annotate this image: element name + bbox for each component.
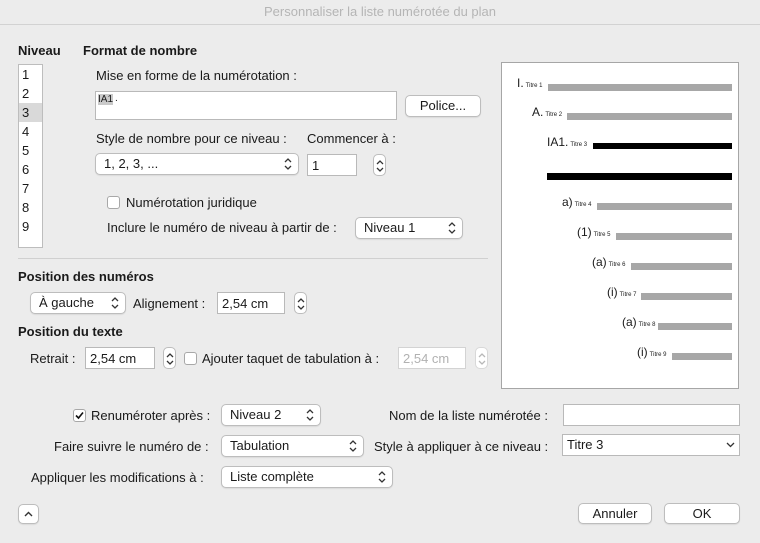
style-label: Style de nombre pour ce niveau :	[96, 131, 287, 146]
preview-bar	[672, 353, 732, 360]
level-item-selected[interactable]: 3	[19, 103, 42, 122]
chevron-updown-icon	[284, 156, 292, 172]
cancel-button[interactable]: Annuler	[578, 503, 652, 524]
apply-changes-select[interactable]	[221, 466, 393, 488]
preview-bar	[631, 263, 732, 270]
chevron-updown-icon	[378, 469, 386, 485]
window-title: Personnaliser la liste numérotée du plan	[0, 0, 760, 25]
preview-number: (a) Titre 8	[622, 315, 656, 329]
level-item[interactable]: 8	[22, 200, 30, 215]
preview-pane	[501, 62, 739, 389]
preview-bar	[658, 323, 732, 330]
legal-numbering-label: Numérotation juridique	[126, 195, 257, 210]
preview-number: (1) Titre 5	[577, 225, 611, 239]
ok-button[interactable]: OK	[664, 503, 740, 524]
preview-bar-selected	[593, 143, 732, 149]
chevron-updown-icon	[297, 296, 305, 312]
tab-stop-field[interactable]: 2,54 cm	[398, 347, 466, 369]
restart-after-value: Niveau 2	[230, 407, 282, 422]
preview-bar	[616, 233, 732, 240]
chevron-updown-icon	[448, 220, 456, 236]
start-at-stepper[interactable]	[373, 154, 386, 176]
apply-changes-label: Appliquer les modifications à :	[31, 470, 204, 485]
format-field[interactable]	[95, 91, 397, 120]
level-header: Niveau	[18, 43, 61, 58]
preview-number: (i) Titre 7	[607, 285, 637, 299]
format-code: IA1	[98, 94, 114, 105]
chevron-down-icon[interactable]	[726, 442, 735, 448]
chevron-updown-icon	[306, 407, 314, 423]
chevron-updown-icon	[111, 295, 119, 311]
alignment-label: Alignement :	[133, 296, 206, 311]
preview-bar-selected	[547, 173, 732, 180]
indent-stepper[interactable]	[163, 347, 176, 369]
style-apply-value: Titre 3	[567, 437, 604, 452]
include-level-select[interactable]	[355, 217, 463, 239]
section-divider	[18, 258, 488, 259]
format-label: Mise en forme de la numérotation :	[96, 68, 297, 83]
tab-stop-label: Ajouter taquet de tabulation à :	[202, 351, 380, 366]
preview-bar	[641, 293, 732, 300]
number-style-select[interactable]	[95, 153, 299, 175]
restart-after-label: Renuméroter après :	[91, 408, 211, 423]
indent-field[interactable]: 2,54 cm	[85, 347, 155, 369]
chevron-updown-icon	[478, 351, 486, 367]
alignment-distance-stepper[interactable]	[294, 292, 307, 314]
collapse-button[interactable]	[18, 504, 39, 524]
follow-number-label: Faire suivre le numéro de :	[54, 439, 209, 454]
style-apply-label: Style à appliquer à ce niveau :	[374, 439, 549, 454]
indent-label: Retrait :	[30, 351, 76, 366]
preview-bar	[597, 203, 732, 210]
chevron-updown-icon	[166, 351, 174, 367]
number-format-header: Format de nombre	[83, 43, 198, 58]
start-label: Commencer à :	[307, 131, 396, 146]
apply-changes-value: Liste complète	[230, 469, 314, 484]
preview-number: (a) Titre 6	[592, 255, 626, 269]
alignment-select[interactable]	[30, 292, 126, 314]
level-list[interactable]	[18, 64, 43, 248]
follow-number-select[interactable]	[221, 435, 364, 457]
follow-number-value: Tabulation	[230, 438, 290, 453]
include-level-label: Inclure le numéro de niveau à partir de :	[107, 220, 337, 235]
level-item[interactable]: 6	[22, 162, 30, 177]
preview-number: a) Titre 4	[562, 195, 592, 209]
chevron-updown-icon	[349, 438, 357, 454]
level-item[interactable]: 1	[22, 67, 30, 82]
legal-numbering-checkbox[interactable]	[107, 196, 120, 209]
level-item[interactable]: 5	[22, 143, 30, 158]
start-at-field[interactable]: 1	[307, 154, 357, 176]
include-level-value: Niveau 1	[364, 220, 416, 235]
preview-bar	[548, 84, 732, 91]
list-name-label: Nom de la liste numérotée :	[389, 408, 548, 423]
alignment-distance-field[interactable]: 2,54 cm	[217, 292, 285, 314]
format-suffix: .	[115, 93, 118, 104]
style-apply-combobox[interactable]	[562, 434, 740, 456]
number-position-header: Position des numéros	[18, 269, 154, 284]
checkmark-icon	[74, 410, 85, 421]
preview-number: A. Titre 2	[532, 105, 563, 119]
preview-number: I. Titre 1	[517, 76, 543, 90]
tab-stop-checkbox[interactable]	[184, 352, 197, 365]
level-item[interactable]: 7	[22, 181, 30, 196]
chevron-up-icon	[24, 511, 33, 517]
font-button[interactable]: Police...	[405, 95, 481, 117]
restart-after-select[interactable]	[221, 404, 321, 426]
text-position-header: Position du texte	[18, 324, 123, 339]
number-style-value: 1, 2, 3, ...	[104, 156, 159, 171]
list-name-field[interactable]	[563, 404, 740, 426]
tab-stop-stepper[interactable]	[475, 347, 488, 369]
restart-after-checkbox[interactable]	[73, 409, 86, 422]
level-item[interactable]: 4	[22, 124, 30, 139]
preview-number: (i) Titre 9	[637, 345, 667, 359]
chevron-updown-icon	[376, 158, 384, 174]
alignment-value: À gauche	[39, 295, 94, 310]
level-item[interactable]: 2	[22, 86, 30, 101]
preview-bar	[567, 113, 732, 120]
preview-number: IA1. Titre 3	[547, 135, 588, 149]
level-item[interactable]: 9	[22, 219, 30, 234]
